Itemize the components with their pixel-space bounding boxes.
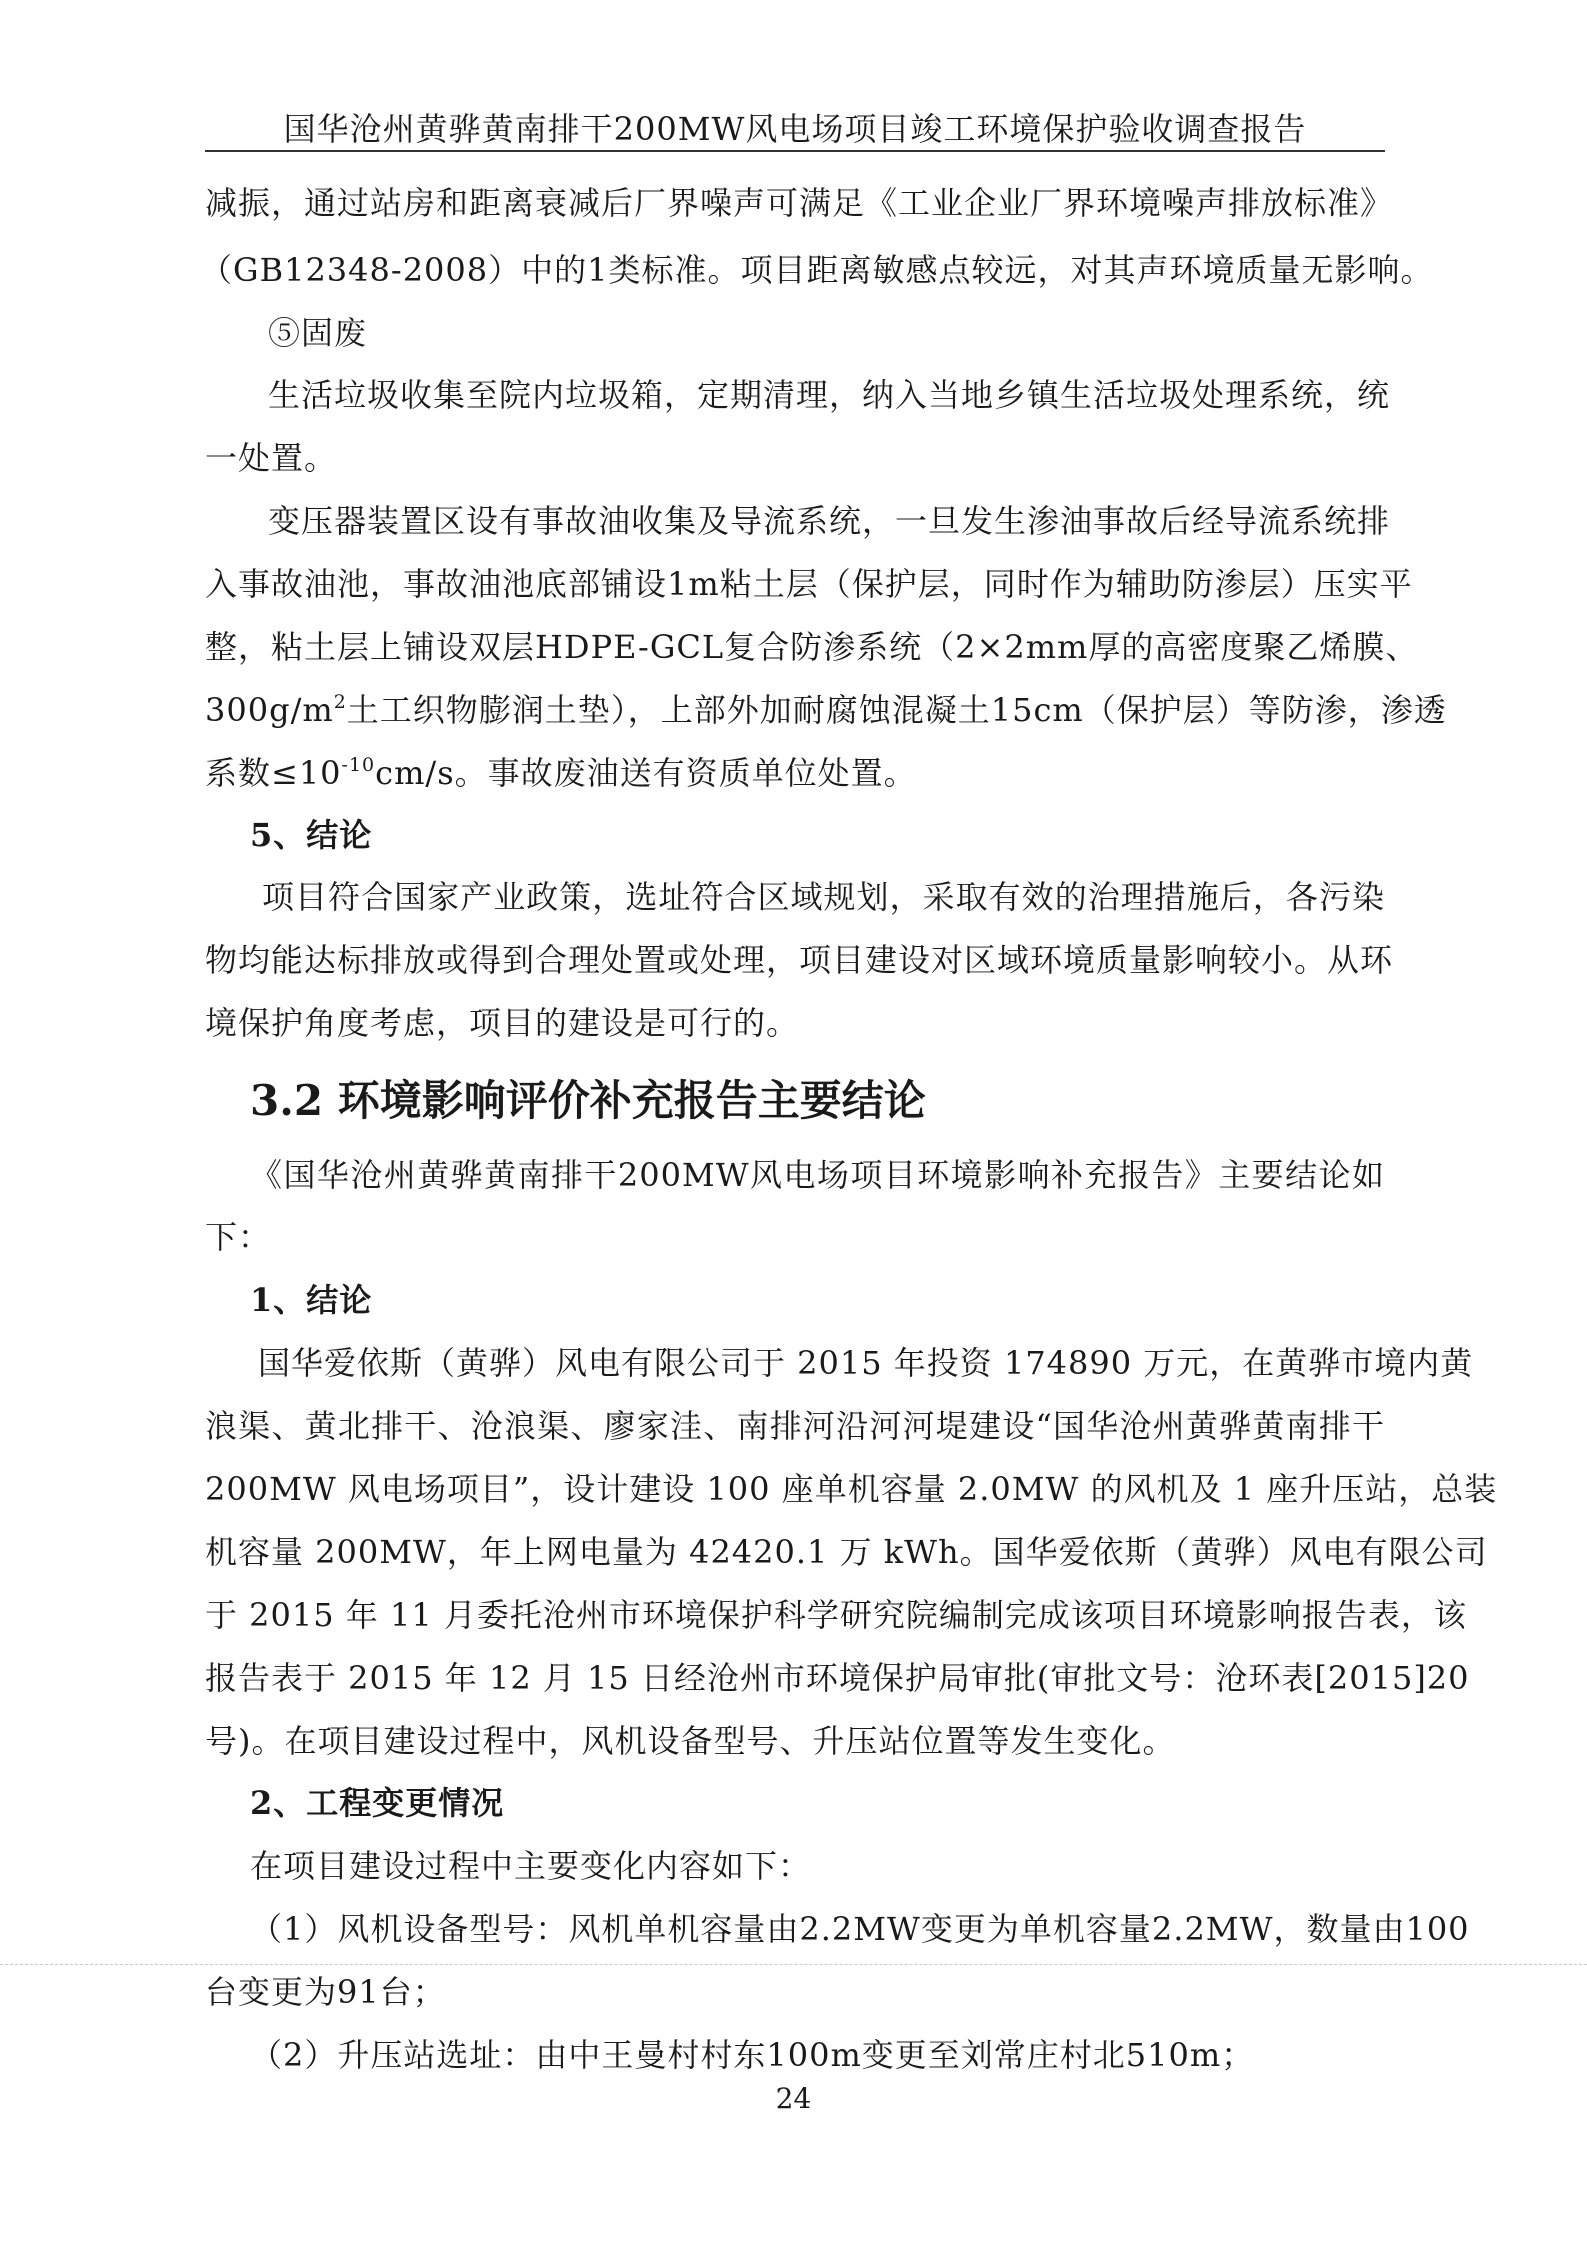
- scan-artifact-line: [0, 1964, 1587, 1965]
- body-line: 境保护角度考虑，项目的建设是可行的。: [205, 1004, 800, 1042]
- superscript: 2: [333, 691, 347, 713]
- section-heading: 3.2 环境影响评价补充报告主要结论: [250, 1076, 926, 1125]
- body-line: 下：: [205, 1218, 272, 1256]
- body-line: 《国华沧州黄骅黄南排干200MW风电场项目环境影响补充报告》主要结论如: [250, 1156, 1385, 1194]
- body-line: 变压器装置区设有事故油收集及导流系统，一旦发生渗油事故后经导流系统排: [268, 502, 1391, 540]
- body-line: 于 2015 年 11 月委托沧州市环境保护科学研究院编制完成该项目环境影响报告表，该: [205, 1596, 1467, 1634]
- superscript: -10: [341, 754, 376, 776]
- body-line: 生活垃圾收集至院内垃圾箱，定期清理，纳入当地乡镇生活垃圾处理系统，统: [268, 376, 1391, 414]
- body-line: 浪渠、黄北排干、沧浪渠、廖家洼、南排河沿河河堤建设“国华沧州黄骅黄南排干: [205, 1407, 1385, 1445]
- body-line: （2）升压站选址：由中王曼村村东100m变更至刘常庄村北510m；: [250, 2036, 1255, 2074]
- text-run: 土工织物膨润土垫），上部外加耐腐蚀混凝土15cm（保护层）等防渗，渗透: [346, 691, 1447, 729]
- body-line: 台变更为91台；: [205, 1973, 446, 2011]
- body-line: （1）风机设备型号：风机单机容量由2.2MW变更为单机容量2.2MW，数量由100: [250, 1910, 1470, 1948]
- subsection-heading: 1、结论: [250, 1281, 373, 1319]
- body-line: 一处置。: [205, 439, 338, 477]
- text-run: 系数≤10: [205, 754, 342, 792]
- body-line: 物均能达标排放或得到合理处置或处理，项目建设对区域环境质量影响较小。从环: [205, 941, 1394, 979]
- text-run: 300g/m: [205, 691, 334, 729]
- body-line: 国华爱依斯（黄骅）风电有限公司于 2015 年投资 174890 万元，在黄骅市境内黄: [258, 1344, 1474, 1382]
- body-line-with-superscript: [205, 748, 917, 794]
- header-rule: [205, 150, 1385, 152]
- body-line: 报告表于 2015 年 12 月 15 日经沧州市环境保护局审批(审批文号：沧环表[2015]20: [205, 1659, 1470, 1697]
- body-line-with-superscript: [205, 685, 1447, 731]
- body-line: 号)。在项目建设过程中，风机设备型号、升压站位置等发生变化。: [205, 1722, 1176, 1760]
- body-line: 项目符合国家产业政策，选址符合区域规划，采取有效的治理措施后，各污染: [262, 878, 1385, 916]
- body-line: 整，粘土层上铺设双层HDPE-GCL复合防渗系统（2×2mm厚的高密度聚乙烯膜、: [205, 628, 1419, 666]
- text-run: cm/s。事故废油送有资质单位处置。: [375, 754, 917, 792]
- body-line: 机容量 200MW，年上网电量为 42420.1 万 kWh。国华爱依斯（黄骅）风电有限公司: [205, 1533, 1488, 1571]
- section-marker: ⑤固废: [268, 314, 368, 352]
- body-line: 入事故油池，事故油池底部铺设1m粘土层（保护层，同时作为辅助防渗层）压实平: [205, 565, 1413, 603]
- subsection-heading: 2、工程变更情况: [250, 1784, 505, 1822]
- body-line: 200MW 风电场项目”，设计建设 100 座单机容量 2.0MW 的风机及 1 座升压站，总装: [205, 1470, 1498, 1508]
- body-line: 在项目建设过程中主要变化内容如下：: [250, 1847, 812, 1885]
- running-header: 国华沧州黄骅黄南排干200MW风电场项目竣工环境保护验收调查报告: [283, 110, 1307, 148]
- subsection-heading: 5、结论: [250, 816, 373, 854]
- body-line: 减振，通过站房和距离衰减后厂界噪声可满足《工业企业厂界环境噪声排放标准》: [205, 184, 1394, 222]
- page-number: 24: [775, 2082, 812, 2115]
- body-line: （GB12348-2008）中的1类标准。项目距离敏感点较远，对其声环境质量无影响。: [200, 251, 1434, 289]
